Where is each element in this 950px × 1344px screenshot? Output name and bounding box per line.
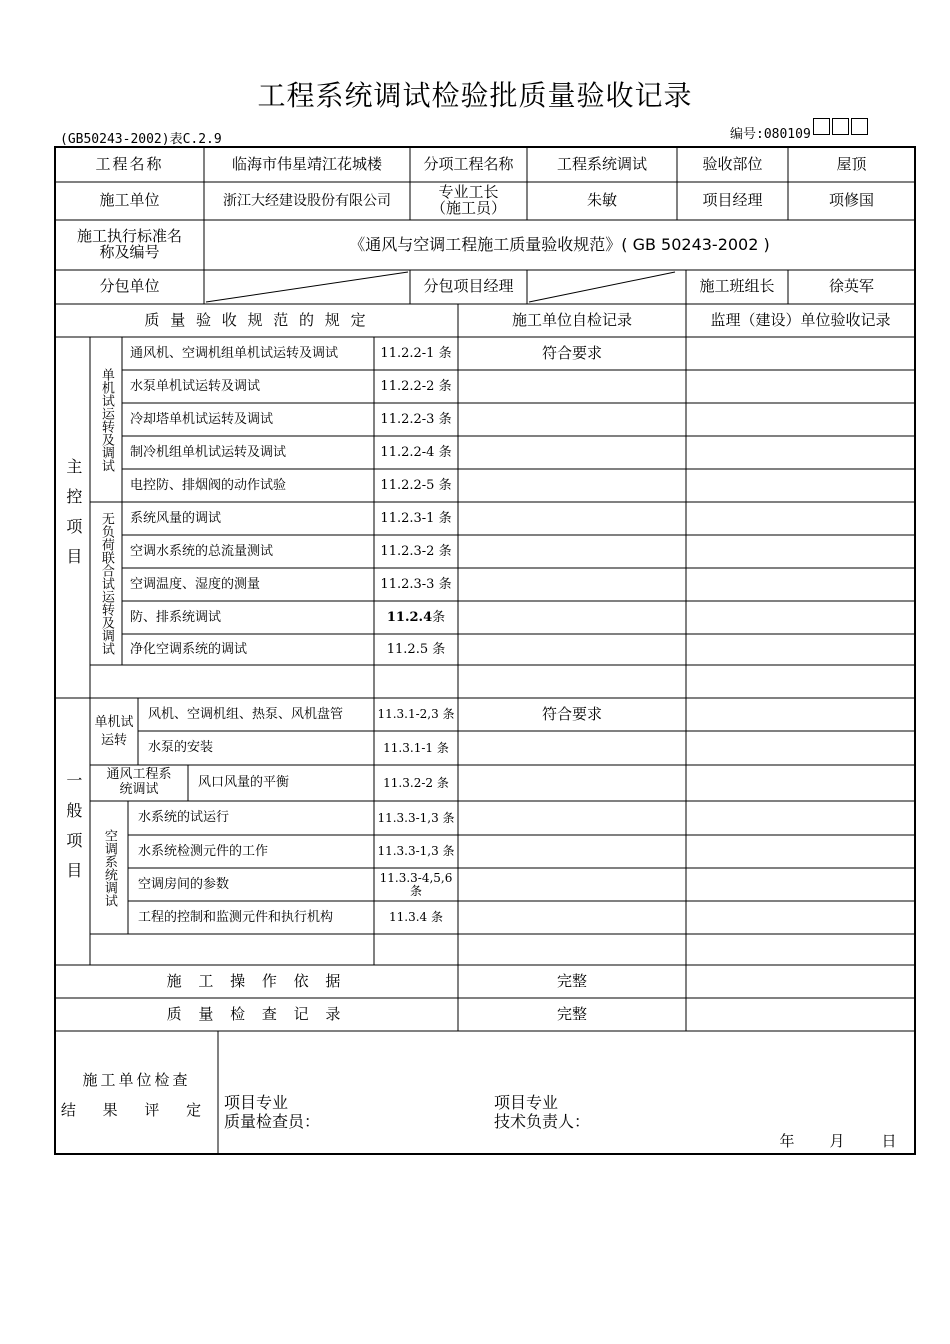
main-item-clause: 11.2.3-3 条 [380, 576, 452, 592]
standard-label-line1: 施工执行标准名 [76, 227, 182, 246]
main-item-clause: 11.2.2-2 条 [380, 378, 452, 394]
main-item-clause: 11.2.5 条 [386, 641, 446, 657]
quality-inspector-line1: 项目专业 [224, 1093, 289, 1112]
quality-inspector-line2: 质量检查员： [224, 1112, 321, 1132]
main-item-clause-number: 11.2.4 [386, 609, 433, 625]
main-group-no-load-label: 无负荷联合试运转及调试 [98, 512, 114, 655]
general-item-clause: 11.3.2-2 条 [383, 775, 449, 790]
standard-label-line2: 称及编号 [99, 243, 160, 261]
operation-basis-label: 施 工 操 作 依 据 [166, 971, 347, 990]
general-group-single-unit-label: 单机试运转 [94, 714, 134, 748]
main-item-name: 通风机、空调机组单机试运转及调试 [130, 345, 339, 361]
main-item-clause: 11.2.2-3 条 [380, 411, 452, 427]
main-item-name: 空调水系统的总流量测试 [130, 543, 274, 559]
standard-reference: (GB50243-2002)表C.2.9 [60, 132, 222, 147]
subcontractor-label: 分包单位 [99, 277, 160, 296]
supervision-column-header: 监理（建设）单位验收记录 [710, 310, 891, 329]
general-item-name: 水泵的安装 [148, 740, 214, 756]
general-item-clause: 11.3.1-1 条 [383, 740, 449, 755]
construction-unit-label: 施工单位 [99, 191, 160, 210]
main-item-name: 电控防、排烟阀的动作试验 [130, 477, 287, 493]
general-item-clause: 11.3.3-1,3 条 [377, 810, 455, 825]
record-code-label: 编号:080109 [730, 127, 811, 142]
general-items-label: 一般项目 [63, 771, 83, 892]
main-item-name: 制冷机组单机试运转及调试 [130, 444, 287, 460]
evaluation-label-line2: 结 果 评 定 [60, 1101, 213, 1119]
general-group-ac-label: 空调系统调试 [101, 828, 117, 907]
main-item-name: 冷却塔单机试运转及调试 [130, 411, 274, 427]
standard-value: 《通风与空调工程施工质量验收规范》( GB 50243-2002 ) [349, 234, 770, 254]
general-group-ventilation-label: 通风工程系统调试 [106, 767, 172, 797]
main-item-name: 空调温度、湿度的测量 [130, 576, 261, 592]
construction-unit-value: 浙江大经建设股份有限公司 [223, 192, 391, 209]
technical-lead-line2: 技术负责人： [494, 1112, 591, 1132]
main-group-single-unit-label: 单机试运转及调试 [98, 367, 114, 472]
general-item-clause: 11.3.4 条 [389, 910, 443, 925]
project-name-label: 工程名称 [95, 154, 164, 173]
main-item-clause-suffix: 条 [432, 609, 446, 625]
main-item-name: 系统风量的调试 [130, 510, 222, 526]
technical-lead-line1: 项目专业 [494, 1093, 559, 1112]
foreman-label [410, 182, 527, 220]
quality-inspector-label [224, 1093, 344, 1133]
main-item-clause: 11.2.2-1 条 [380, 345, 452, 361]
main-item-name: 防、排系统调试 [130, 609, 222, 625]
main-item-clause: 11.2.3-2 条 [380, 543, 452, 559]
quality-record-value: 完整 [556, 1004, 587, 1023]
project-manager-value: 项修国 [828, 191, 874, 210]
date-month-label: 月 [829, 1132, 845, 1151]
main-self-check-result: 符合要求 [541, 343, 602, 362]
inspection-part-label: 验收部位 [702, 154, 763, 173]
general-self-check-result: 符合要求 [541, 704, 602, 723]
general-item-clause: 11.3.3-4,5,6条 [379, 870, 453, 898]
general-item-name: 风机、空调机组、热泵、风机盘管 [148, 706, 344, 722]
main-control-label: 主控项目 [63, 457, 83, 578]
sub-project-label: 分项工程名称 [423, 154, 514, 173]
project-name-value: 临海市伟星靖江花城楼 [231, 154, 382, 173]
team-leader-value: 徐英军 [828, 277, 874, 296]
main-item-clause [374, 601, 458, 634]
evaluation-label [55, 1060, 218, 1130]
general-item-name: 水系统检测元件的工作 [138, 843, 269, 859]
team-leader-label: 施工班组长 [699, 277, 775, 296]
general-item-clause: 11.3.1-2,3 条 [377, 707, 455, 722]
general-item-name: 风口风量的平衡 [198, 775, 290, 791]
general-item-clause: 11.3.3-1,3 条 [377, 844, 455, 859]
page-title: 工程系统调试检验批质量验收记录 [257, 79, 693, 112]
spec-column-header: 质 量 验 收 规 范 的 规 定 [144, 310, 369, 329]
foreman-label-line2: （施工员） [430, 199, 506, 217]
date-year-label: 年 [779, 1132, 795, 1151]
foreman-value: 朱敏 [586, 191, 617, 210]
date-day-label: 日 [881, 1132, 897, 1151]
technical-lead-label [494, 1093, 614, 1133]
main-item-clause: 11.2.2-4 条 [380, 444, 452, 460]
main-item-name: 净化空调系统的调试 [130, 641, 248, 657]
quality-record-label: 质 量 检 查 记 录 [166, 1004, 347, 1023]
main-item-clause: 11.2.2-5 条 [380, 477, 452, 493]
sub-pm-label: 分包项目经理 [423, 277, 514, 296]
general-item-name: 空调房间的参数 [138, 876, 230, 892]
self-check-column-header: 施工单位自检记录 [511, 310, 632, 329]
main-item-name: 水泵单机试运转及调试 [130, 378, 261, 394]
standard-label [55, 220, 204, 270]
general-item-name: 工程的控制和监测元件和执行机构 [138, 909, 334, 925]
main-item-clause: 11.2.3-1 条 [380, 510, 452, 526]
operation-basis-value: 完整 [556, 971, 587, 990]
foreman-label-line1: 专业工长 [438, 183, 499, 202]
project-manager-label: 项目经理 [702, 191, 763, 210]
sub-project-value: 工程系统调试 [556, 154, 647, 173]
general-item-name: 水系统的试运行 [138, 810, 230, 826]
inspection-part-value: 屋顶 [836, 154, 867, 173]
evaluation-label-line1: 施工单位检查 [82, 1071, 191, 1089]
